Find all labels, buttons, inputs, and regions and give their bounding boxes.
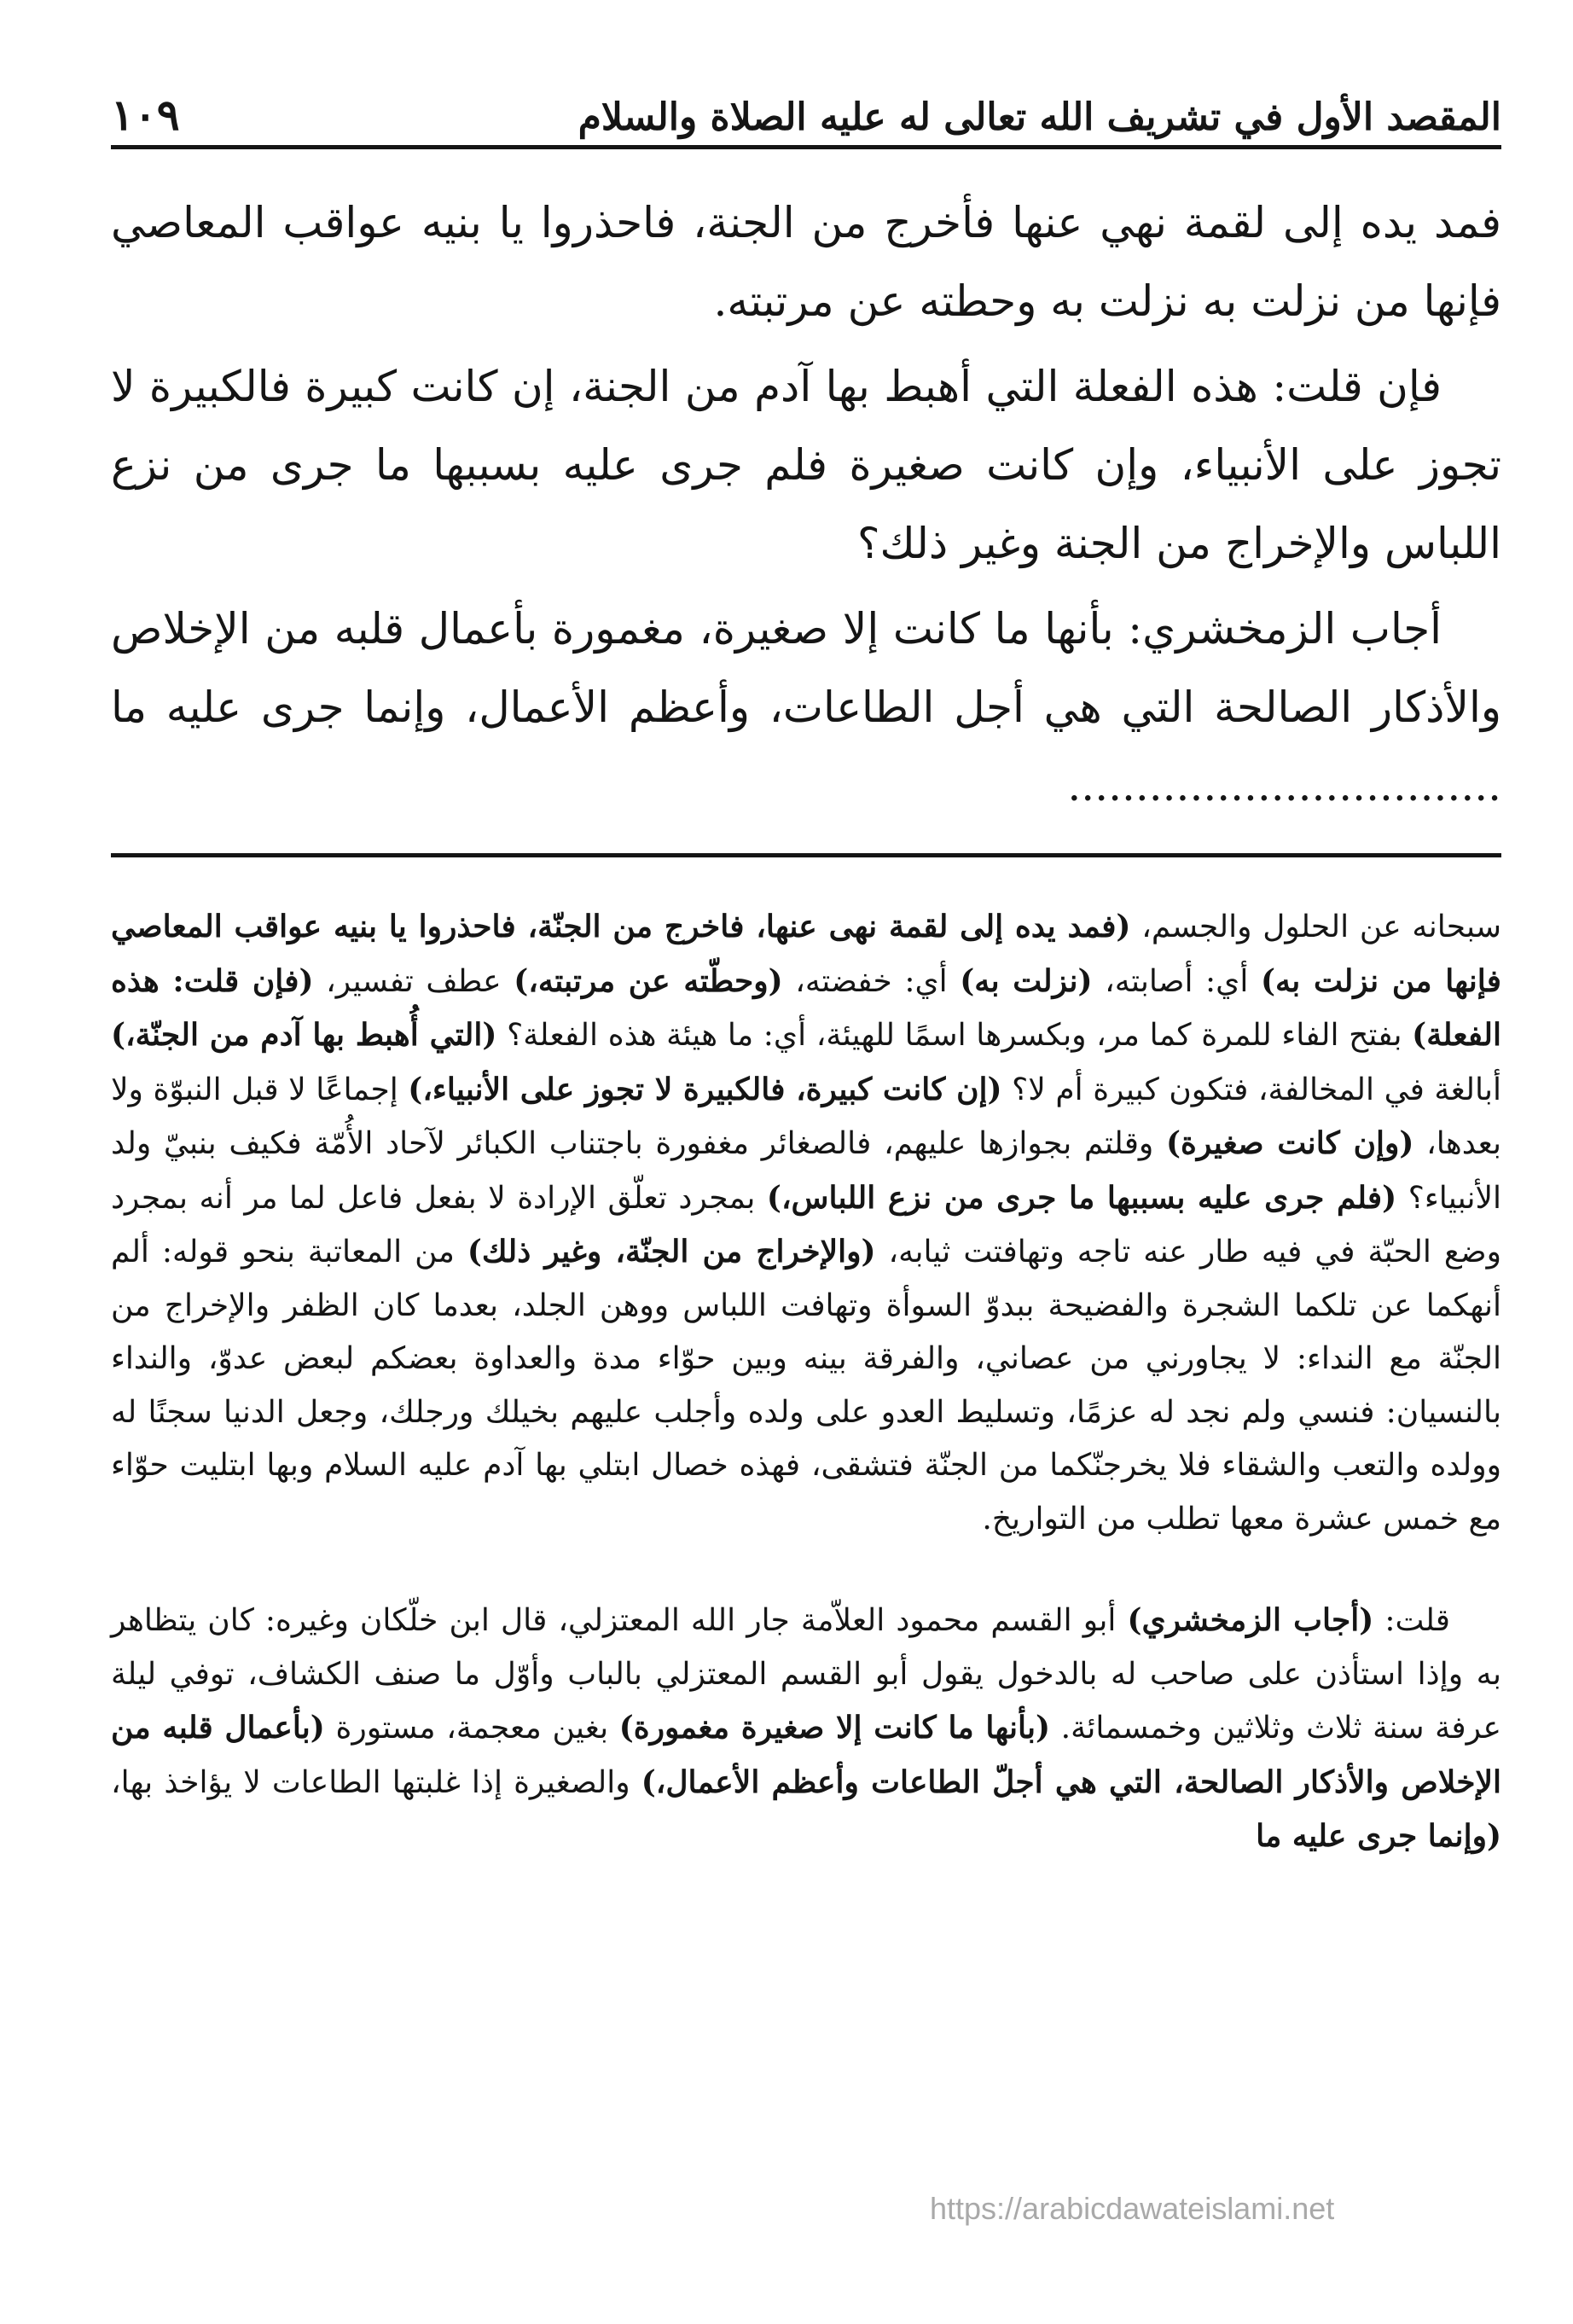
quoted-matn: (وإنما جرى عليه ما (1256, 1818, 1501, 1854)
running-header (111, 81, 1501, 149)
commentary-paragraph-2 (111, 1594, 1501, 1864)
quoted-matn: (فمد يده إلى لقمة نهى عنها، فاخرج من الجنّة، فاحذروا يا بنيه عواقب المعاصي فإنها من نزلت به) (111, 909, 1501, 999)
website-watermark: https://arabicdawateislami.net (930, 2191, 1335, 2226)
commentary-text: قلت: (1373, 1603, 1450, 1638)
quoted-matn: (وإن كانت صغيرة) (1166, 1125, 1414, 1161)
main-text (111, 183, 1501, 832)
main-paragraph-2: فإن قلت: هذه الفعلة التي أهبط بها آدم من الجنة، إن كانت كبيرة فالكبيرة لا تجوز على الأنبياء، وإن كانت صغيرة فلم جرى عليه بسببها ما جرى من نزع اللباس والإخراج من الجنة وغير ذلك؟ (111, 362, 1501, 568)
main-paragraph-3 (111, 590, 1501, 825)
commentary-text: بغين معجمة، مستورة (324, 1711, 619, 1746)
commentary-text: إجماعًا لا قبل النبوّة ولا بعدها، (111, 1072, 1501, 1161)
continuation-dots: ................................ (1067, 761, 1501, 810)
commentary-text: عطف تفسير، (313, 963, 514, 999)
commentary-text: والصغيرة إذا غلبتها الطاعات لا يؤاخذ بها، (111, 1764, 641, 1800)
book-page (111, 81, 1501, 2265)
paragraph-gap (111, 1546, 1501, 1594)
commentary-text: من المعاتبة بنحو قوله: ألم أنهكما عن تلكما الشجرة والفضيحة ببدوّ السوأة وتهافت اللباس ووهن الجلد، بعدما كان الظفر والإخراج من الجنّة مع النداء: لا يجاورني من عصاني، والفرقة بينه وبين حوّاء مدة والعداوة بعضكم لبعض عدوّ، والنداء بالنسيان: فنسي ولم نجد له عزمًا، وتسليط العدو على ولده وأجلب عليهم بخيلك ورجلك، وجعل الدنيا سجنًا له وولده والتعب والشقاء فلا يخرجنّكما من الجنّة فتشقى، فهذه خصال ابتلي بها آدم عليه السلام وبها ابتليت حوّاء مع خمس عشرة معها تطلب من التواريخ. (111, 1235, 1501, 1537)
commentary-text: بمجرد تعلّق الإرادة لا بفعل فاعل لما مر أنه بمجرد وضع الحبّة في فيه طار عنه تاجه وتهافتت ثيابه، (111, 1180, 1501, 1269)
main-paragraph-3-text: أجاب الزمخشري: بأنها ما كانت إلا صغيرة، مغمورة بأعمال قلبه من الإخلاص والأذكار الصالحة التي هي أجل الطاعات، وأعظم الأعمال، وإنما جرى عليه ما (111, 604, 1501, 732)
quoted-matn: (نزلت به) (960, 962, 1093, 999)
footnote-divider (111, 853, 1501, 857)
quoted-matn: (أجاب الزمخشري) (1127, 1602, 1374, 1638)
commentary-text: أي: خفضته، (782, 963, 961, 999)
commentary-text: سبحانه عن الحلول والجسم، (1130, 909, 1501, 944)
quoted-matn: (والإخراج من الجنّة، وغير ذلك) (467, 1234, 876, 1269)
quoted-matn: (إن كانت كبيرة، فالكبيرة لا تجوز على الأنبياء،) (408, 1071, 1002, 1107)
page-number: ١٠٩ (111, 90, 180, 140)
quoted-matn: (بأنها ما كانت إلا صغيرة مغمورة) (618, 1710, 1051, 1746)
quoted-matn: (التي أُهبط بها آدم من الجنّة،) (111, 1017, 497, 1053)
quoted-matn: (بأعمال قلبه من الإخلاص والأذكار الصالحة، التي هي أجلّ الطاعات وأعظم الأعمال،) (111, 1710, 1501, 1800)
commentary-text: بفتح الفاء للمرة كما مر، وبكسرها اسمًا للهيئة، أي: ما هيئة هذه الفعلة؟ (496, 1018, 1413, 1053)
quoted-matn: (فإن قلت: هذه الفعلة) (111, 962, 1501, 1053)
quoted-matn: (وحطّته عن مرتبته،) (514, 962, 783, 999)
commentary-text: أبالغة في المخالفة، فتكون كبيرة أم لا؟ (1001, 1072, 1501, 1107)
header-title: المقصد الأول في تشريف الله تعالى له عليه الصلاة والسلام (578, 96, 1501, 139)
commentary-paragraph-1 (111, 900, 1501, 1546)
commentary (111, 900, 1501, 1864)
main-paragraph-1: فمد يده إلى لقمة نهي عنها فأخرج من الجنة، فاحذروا يا بنيه عواقب المعاصي فإنها من نزلت به نزلت به وحطته عن مرتبته. (111, 198, 1501, 326)
commentary-text: أي: أصابته، (1092, 963, 1261, 999)
commentary-text: وقلتم بجوازها عليهم، فالصغائر مغفورة باجتناب الكبائر لآحاد الأُمّة فكيف بنبيّ ولد الأنبياء؟ (111, 1126, 1501, 1216)
quoted-matn: (فلم جرى عليه بسببها ما جرى من نزع اللباس،) (766, 1179, 1397, 1216)
commentary-text: أبو القسم محمود العلاّمة جار الله المعتزلي، قال ابن خلّكان وغيره: كان يتظاهر به وإذا استأذن على صاحب له بالدخول يقول أبو القسم المعتزلي بالباب وأوّل ما صنف الكشاف، توفي ليلة عرفة سنة ثلاث وثلاثين وخمسمائة. (111, 1603, 1501, 1746)
